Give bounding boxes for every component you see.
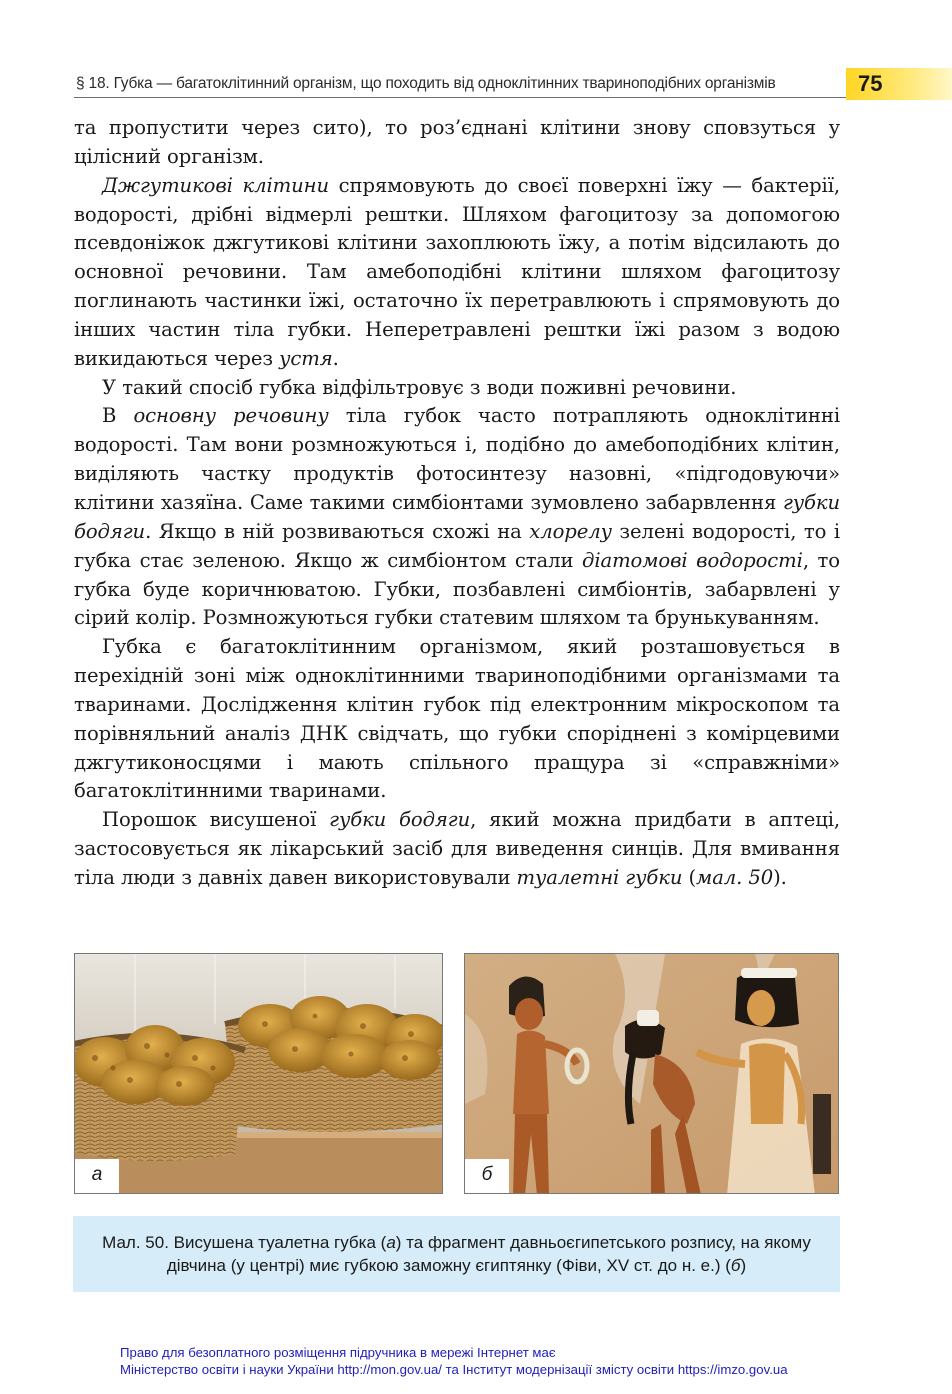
paragraph <box>74 402 840 633</box>
sponge-baskets-illustration <box>75 954 443 1194</box>
italic-term: губки бодяги <box>329 808 471 832</box>
text-run: ). <box>773 865 787 889</box>
paragraph <box>74 114 840 172</box>
running-header <box>0 62 952 98</box>
text-run: та пропустити через сито), то роз’єднані клітини знову сповзуться у цілісний організм. <box>74 116 840 168</box>
text-run: Губка є багатоклітинним організмом, який розташовується в перехідній зоні між одноклітинними тваринoподібними організмами та тваринами. Дослідження клітин губок під електронним мікроскопом та порівняльний аналіз ДНК свідчать, що губки споріднені з комірцевими джгутиконосцями і мають спільного пращура зі «справжніми» багатоклітинними тваринами. <box>74 635 840 803</box>
paragraph <box>74 172 840 374</box>
text-run: спрямовують до своєї поверхні їжу — бактерії, водорості, дрібні відмерлі рештки. Шляхом фагоцитозу за допомогою псевдоніжок джгутикові клітини захоплюють їжу, а потім відсилають до основної речовини. Там амебоподібні клітини шляхом фагоцитозу поглинають частинки їжі, остаточно їх перетравлюють і спрямовують до інших частин тіла губки. Неперетравлені рештки їжі разом з водою викидаються через <box>74 173 840 370</box>
text-run: У такий спосіб губка відфільтровує з води поживні речовини. <box>102 375 737 399</box>
text-run: , який можна придбати в аптеці, застосовується як лікарський засіб для виведення синців. Для вмивання тіла люди з давніх давен використовували <box>74 808 840 889</box>
italic-term: хлорелу <box>529 519 612 543</box>
text-run: . Якщо в ній розвиваються схожі на <box>145 519 530 543</box>
italic-term: б <box>730 1256 741 1275</box>
italic-term: діатомові водорості <box>582 548 803 572</box>
figure-b-egyptian-fresco <box>464 953 839 1194</box>
header-rule <box>74 97 846 98</box>
figure-a-sponges-in-baskets <box>74 953 443 1194</box>
text-run: Порошок висушеної <box>102 808 330 832</box>
license-footer <box>120 1344 788 1378</box>
text-run: тіла губок часто потрапляють одноклітинні водорості. Там вони розмножуються і, подібно до амебоподібних клітин, виділяють частку продуктів фотосинтезу назовні, «підгодовуючи» клітини хазяїна. Саме такими симбіонтами зумовлено забарвлення <box>74 404 840 514</box>
italic-term: основну речовину <box>133 404 329 428</box>
text-run: ) <box>740 1256 747 1275</box>
paragraph <box>74 374 840 403</box>
figure-label-b: б <box>465 1159 509 1193</box>
figure-label-a: а <box>75 1159 119 1193</box>
italic-term: губки бодяги <box>74 490 840 543</box>
paragraph <box>74 633 840 806</box>
text-run: В <box>102 404 134 428</box>
body-text <box>74 114 840 893</box>
text-run: зелені водорості, то і губка стає зеленою. Якщо ж симбіонтом стали <box>74 519 840 572</box>
italic-term: а <box>386 1233 396 1252</box>
text-run: , то губка буде коричнюватою. Губки, позбавлені симбіонтів, забарвлені у сірий колір. Розмножуються губки статевим шляхом та брунькуванням. <box>74 548 840 630</box>
text-run: . <box>332 346 339 370</box>
running-title: § 18. Губка — багатоклітинний організм, що походить від одноклітинних тваринoподібних організмів <box>76 75 776 92</box>
page-number-tab <box>846 68 952 100</box>
italic-term: мал. 50 <box>696 865 774 889</box>
italic-term: туалетні губки <box>516 865 683 889</box>
text-run: ) та фрагмент давньоєгипетського розпису, на якому дівчина (у центрі) миє губкою заможну єгиптянку (Фіви, XV ст. до н. е.) ( <box>166 1233 811 1275</box>
footer-line-1: Право для безоплатного розміщення підручника в мережі Інтернет має <box>120 1345 556 1360</box>
text-run: Мал. 50. Висушена туалетна губка ( <box>102 1233 387 1252</box>
italic-term: Джгутикові клітини <box>102 173 329 197</box>
page-number: 75 <box>858 71 883 96</box>
paragraph <box>74 806 840 893</box>
footer-line-2: Міністерство освіти і науки України http://mon.gov.ua/ та Інститут модернізації змісту освіти https://imzo.gov.ua <box>120 1362 788 1377</box>
text-run: ( <box>682 865 697 889</box>
italic-term: устя <box>279 346 333 370</box>
egyptian-fresco-illustration <box>465 954 839 1194</box>
figure-caption <box>73 1216 840 1292</box>
